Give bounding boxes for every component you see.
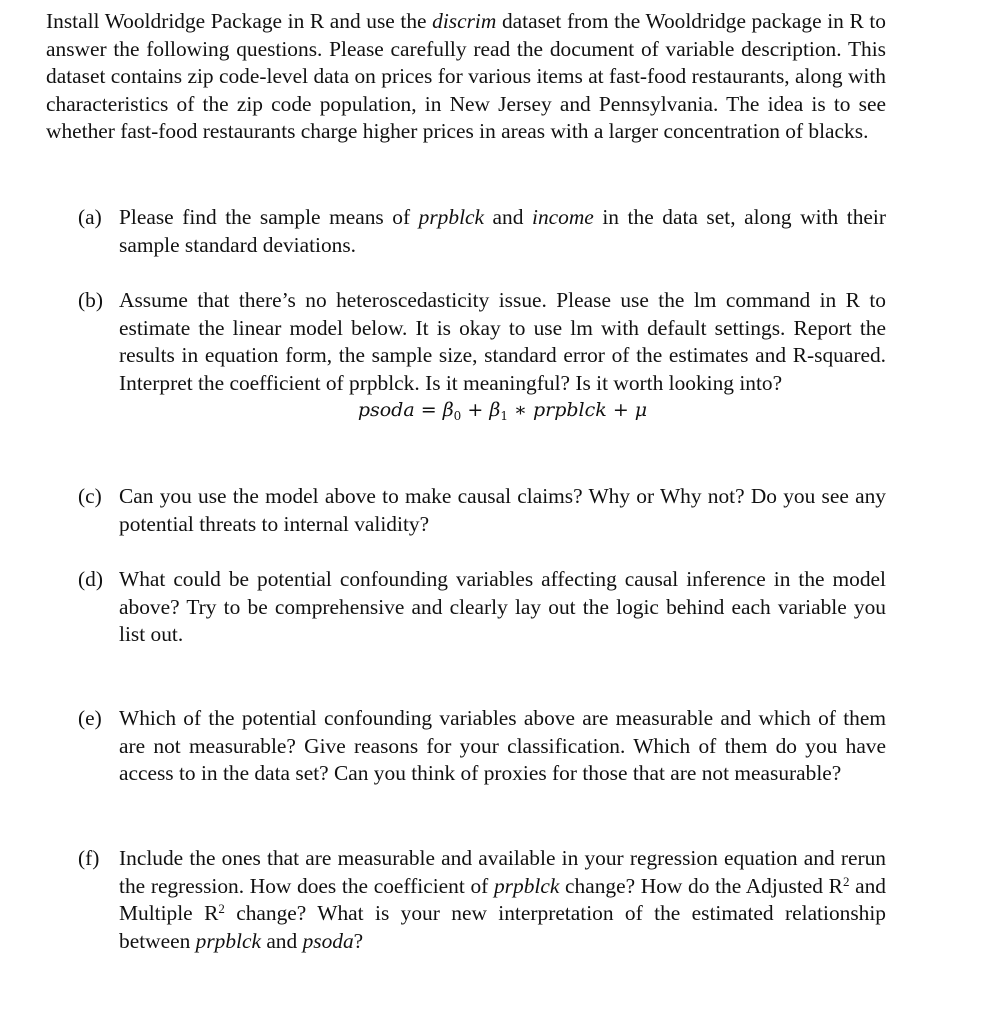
qa-text-1: Please find the sample means of <box>119 205 419 229</box>
question-f <box>78 845 886 955</box>
eq-beta0: β <box>442 399 454 422</box>
intro-text-2: dataset from the Wooldridge package in R to answer the following questions. Please carefully read the document of variable description. This dataset contains zip code-level data on prices for various items at fast-food restaurants, along with characteristics of the zip code population, in New Jersey and Pennsylvania. The idea is to see whether fast-food restaurants charge higher prices in areas with a larger concentration of blacks. <box>46 9 886 144</box>
eq-times: ∗ <box>514 399 527 422</box>
qf-text-5: and <box>260 928 303 953</box>
question-c <box>78 483 886 538</box>
eq-beta0-sub: 0 <box>453 409 462 424</box>
eq-plus-2: + <box>612 399 629 422</box>
question-b-text: Assume that there’s no heteroscedasticity issue. Please use the lm command in R to estimate the linear model below. It is okay to use lm with default settings. Report the results in equation form, the sample size, standard error of the estimates and R-squared. Interpret the coefficient of prpblck. Is it meaningful? Is it worth looking into? <box>119 288 886 395</box>
question-e-text: Which of the potential confounding variables above are measurable and which of them are not measurable? Give reasons for your classification. Which of them do you have access to in the data set? Can you think of proxies for those that are not measurable? <box>119 706 886 786</box>
eq-beta1-sub: 1 <box>500 409 508 424</box>
qf-text-6: ? <box>353 928 364 953</box>
question-f-text <box>119 845 886 955</box>
question-b <box>78 287 886 430</box>
qf-var-prpblck-2: prpblck <box>195 928 261 953</box>
qf-text-1: Include the ones that are measurable and available in your regression equation and rerun the regression. How does the coefficient of <box>119 846 886 898</box>
eq-beta1: β <box>489 399 501 422</box>
question-a-text <box>119 204 886 259</box>
qf-sup-2: 2 <box>218 901 225 917</box>
qf-var-psoda: psoda <box>302 928 354 953</box>
question-e <box>78 705 886 788</box>
qf-text-3: and Multiple R <box>119 873 887 926</box>
question-f-label: (f) <box>78 846 100 870</box>
qa-var-income: income <box>532 205 594 229</box>
qf-sup-1: 2 <box>842 873 850 889</box>
eq-plus-1: + <box>467 399 484 422</box>
question-c-label: (c) <box>78 484 102 508</box>
eq-lhs: psoda <box>357 399 415 422</box>
qa-text-2: and <box>484 205 533 229</box>
dataset-name: discrim <box>432 9 497 33</box>
question-d-text: What could be potential confounding variables affecting causal inference in the model above? Try to be comprehensive and clearly lay out the logic behind each variable you list out. <box>119 567 886 647</box>
regression-equation <box>119 397 886 430</box>
eq-error: μ <box>634 399 648 422</box>
question-d <box>78 566 886 649</box>
intro-paragraph <box>46 8 886 146</box>
qf-text-4: change? What is your new interpretation of the estimated relationship between <box>119 901 886 953</box>
qf-var-prpblck: prpblck <box>493 873 560 898</box>
question-b-label: (b) <box>78 288 103 312</box>
question-d-label: (d) <box>78 567 103 591</box>
qa-var-prpblck: prpblck <box>418 205 484 229</box>
eq-equals: = <box>420 399 437 422</box>
question-a-label: (a) <box>78 205 102 229</box>
eq-var: prpblck <box>532 399 607 422</box>
question-c-text: Can you use the model above to make causal claims? Why or Why not? Do you see any potential threats to internal validity? <box>119 484 886 536</box>
qf-text-2: change? How do the Adjusted R <box>559 873 843 898</box>
qa-text-3: in the data set, along with their sample standard deviations. <box>119 205 886 257</box>
question-a <box>78 204 886 259</box>
question-e-label: (e) <box>78 706 102 730</box>
intro-text-1: Install Wooldridge Package in R and use the <box>46 9 433 33</box>
